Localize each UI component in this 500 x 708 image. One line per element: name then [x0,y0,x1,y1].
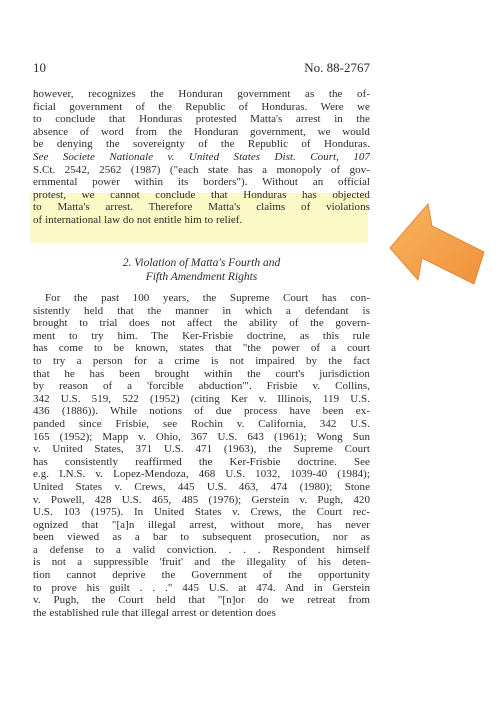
paragraph-line: For the past 100 years, the Supreme Court has con- [45,292,370,304]
paragraph-line: has come to be known, states that "the power of a court [33,342,370,355]
paragraph-line: absence of word from the Honduran government, we would [33,125,370,138]
arrow-left-icon [388,198,496,293]
paragraph-line: 342 U.S. 519, 522 (1952) (citing Ker v. Illinois, 119 U.S. [33,392,370,405]
paragraph-line: panded since Frisbie, see Rochin v. California, 342 U.S. [33,417,370,430]
paragraph-line: 436 (1886)). While notions of due process have been ex- [33,405,370,418]
paragraph-line: S.Ct. 2542, 2562 (1987) ("each state has a monopoly of gov- [33,163,370,176]
paragraph-line: brought to trial does not affect the ability of the govern- [33,317,370,330]
paragraph-line: ment to try him. The Ker-Frisbie doctrine, as this rule [33,329,370,342]
paragraph-ker-frisbie [33,292,370,619]
case-number: No. 88-2767 [304,60,370,75]
paragraph-line: however, recognizes the Honduran government as the of- [33,88,370,100]
paragraph-line: e.g. I.N.S. v. Lopez-Mendoza, 468 U.S. 1032, 1039-40 (1984); [33,468,370,481]
paragraph-line: protest, we cannot conclude that Honduras has objected [33,188,370,201]
paragraph-line: 165 (1952); Mapp v. Ohio, 367 U.S. 643 (1961); Wong Sun [33,430,370,443]
paragraph-line: ognized that "[a]n illegal arrest, without more, has never [33,518,370,531]
paragraph-line: ernmental power within its borders"). Without an official [33,176,370,189]
paragraph-line: ficial government of the Republic of Honduras. Were we [33,100,370,113]
paragraph-line: v. United States, 371 U.S. 471 (1963), the Supreme Court [33,443,370,456]
paragraph-international-law [33,88,370,227]
section-heading [33,256,370,284]
paragraph-line: to Matta's arrest. Therefore Matta's claims of violations [33,201,370,214]
paragraph-line: that he has been brought within the court's jurisdiction [33,367,370,380]
paragraph-line: v. Pugh, the Court held that "[n]or do we retreat from [33,594,370,607]
paragraph-line: the established rule that illegal arrest or detention does [33,606,276,619]
paragraph-line: been viewed as a bar to subsequent prosecution, nor as [33,531,370,544]
page-number: 10 [33,60,46,75]
paragraph-line: is not a suppressible 'fruit' and the illegality of his deten- [33,556,370,569]
paragraph-line: v. Powell, 428 U.S. 465, 485 (1976); Gerstein v. Pugh, 420 [33,493,370,506]
paragraph-line: to prove his guilt . . ." 445 U.S. at 474. And in Gerstein [33,581,370,594]
paragraph-line: be denying the sovereignty of the Republic of Honduras. [33,138,370,151]
paragraph-line: by reason of a 'forcible abduction'". Frisbie v. Collins, [33,380,370,393]
paragraph-line: a defense to a valid conviction. . . . Respondent himself [33,543,370,556]
section-heading-line2: Fifth Amendment Rights [145,271,258,283]
section-heading-line1: 2. Violation of Matta's Fourth and [122,257,281,269]
paragraph-line: to try a person for a crime is not impaired by the fact [33,354,370,367]
paragraph-line: See Societe Nationale v. United States Dist. Court, 107 [33,150,370,163]
paragraph-line: U.S. 103 (1975). In United States v. Crews, the Court rec- [33,506,370,519]
paragraph-line: tion cannot deprive the Government of the opportunity [33,569,370,582]
paragraph-line: sistently held that the manner in which a defendant is [33,304,370,317]
paragraph-line: to conclude that Honduras protested Matta's arrest in the [33,113,370,126]
paragraph-line: has consistently reaffirmed the Ker-Frisbie doctrine. See [33,455,370,468]
arrow-shape [390,204,484,284]
paragraph-line: United States v. Crews, 445 U.S. 463, 474 (1980); Stone [33,480,370,493]
paragraph-line: of international law do not entitle him to relief. [33,213,243,226]
page-header [33,60,370,76]
